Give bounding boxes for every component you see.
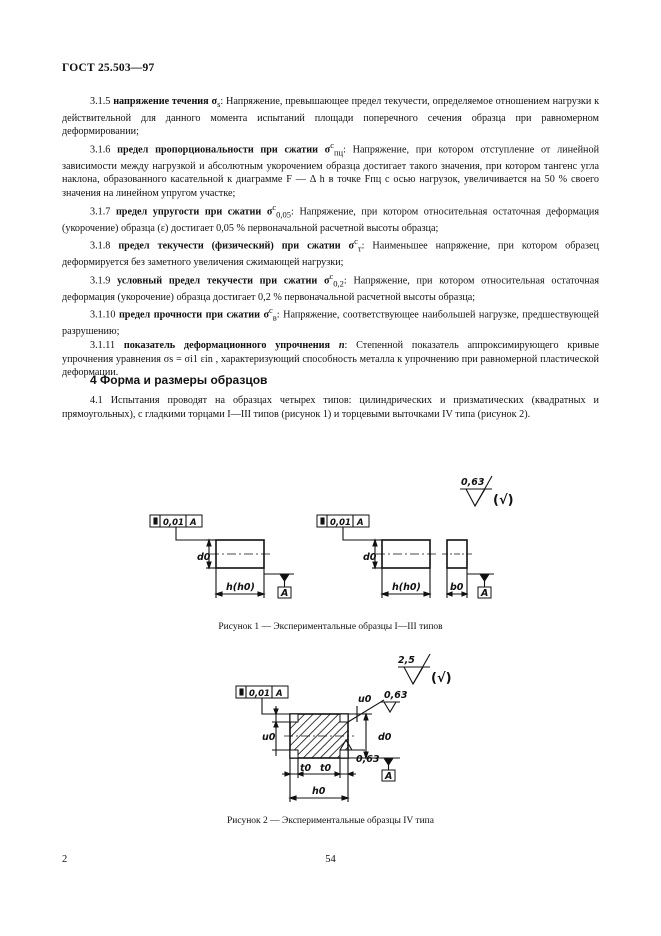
fig2-roughness-side: 0,63 bbox=[356, 754, 380, 765]
fig2-specimen bbox=[236, 686, 408, 802]
fig1-left-datum-box: A bbox=[281, 588, 289, 599]
fig1-right-dim-b: b0 bbox=[450, 582, 464, 593]
fig2-datum-box: A bbox=[385, 771, 393, 782]
fig2-tolerance: 0,01 bbox=[249, 689, 270, 699]
figure-2-caption: Рисунок 2 — Экспериментальные образцы IV типа bbox=[227, 816, 434, 826]
page-number-left: 2 bbox=[62, 854, 68, 865]
definition-3-1-9: 3.1.9 условный предел текучести при сжатии $\sigma^с_{0,2}$: Напряжение, при котором относительная остаточная деформация (укорочение) образца достигает 0,2 % первоначальной расчетной высоты образца; bbox=[62, 270, 600, 303]
fig1-roughness-symbol bbox=[460, 476, 514, 508]
fig1-roughness-mark: (√) bbox=[493, 493, 514, 508]
fig1-middle-tolerance: 0,01 bbox=[330, 518, 351, 528]
fig2-dim-t-left: t0 bbox=[300, 763, 312, 774]
fig2-roughness-top: 0,63 bbox=[384, 690, 408, 701]
fig1-specimen-middle bbox=[317, 515, 436, 598]
fig2-datum: A bbox=[276, 689, 283, 699]
definition-3-1-8: 3.1.8 предел текучести (физический) при сжатии $\sigma^с_т$: Наименьшее напряжение, при котором образец деформируется без заметного увеличения сжимающей нагрузки; bbox=[62, 236, 599, 269]
definition-3-1-5: 3.1.5 напряжение течения $\sigma_s$: Напряжение, превышающее предел текучести, определяемое отношением нагрузки к действительной для данного момента испытаний площади поперечного сечения образца при равномерном деформировании; bbox=[62, 96, 600, 138]
fig1-middle-datum: A bbox=[357, 518, 364, 528]
fig2-roughness-mark: (√) bbox=[431, 671, 452, 686]
fig2-roughness-value: 2,5 bbox=[398, 655, 415, 666]
fig2-dim-d: d0 bbox=[378, 732, 392, 743]
figure-1-caption: Рисунок 1 — Экспериментальные образцы I—III типов bbox=[218, 622, 443, 632]
fig2-dim-t-right: t0 bbox=[320, 763, 332, 774]
fig2-roughness-symbol bbox=[398, 654, 452, 686]
fig2-dim-u-top: u0 bbox=[358, 694, 372, 705]
definition-3-1-10: 3.1.10 предел прочности при сжатии $\sigma^с_в$: Напряжение, соответствующее наибольшей нагрузке, предшествующей разрушению; bbox=[62, 305, 600, 338]
document-header: ГОСТ 25.503—97 bbox=[62, 62, 155, 74]
section-4-text: 4.1 Испытания проводят на образцах четырех типов: цилиндрических и призматических (квадратных и прямоугольных), с гладкими торцами I—III типов (рисунок 1) и торцевыми выточками IV типа (рисунок 2). bbox=[62, 395, 599, 420]
fig1-middle-dim-h: h(h0) bbox=[392, 582, 421, 593]
section-4-heading: 4 Форма и размеры образцов bbox=[90, 373, 268, 387]
fig2-dim-u-left: u0 bbox=[262, 732, 276, 743]
fig2-dim-h: h0 bbox=[312, 786, 326, 797]
page-number-center: 54 bbox=[325, 854, 336, 865]
fig1-left-dim-h: h(h0) bbox=[226, 582, 255, 593]
fig1-roughness-value: 0,63 bbox=[461, 477, 485, 488]
fig1-specimen-right bbox=[442, 540, 494, 599]
fig1-specimen-left bbox=[150, 515, 294, 599]
fig1-left-dim-d: d0 bbox=[197, 552, 211, 563]
definition-3-1-6: 3.1.6 предел пропорциональности при сжатии $\sigma^с_{пц}$: Напряжение, при котором отступление от линейной зависимости между нагрузкой и абсолютным укорочением образца достигает такого значения, при котором тангенс угла наклона, образованного касательной к диаграмме F — Δ h в точке Fпц с осью нагрузок, увеличивается на 50 % своего значения на линейном упругом участке; bbox=[62, 139, 600, 200]
definition-3-1-7: 3.1.7 предел упругости при сжатии $\sigma^с_{0,05}$: Напряжение, при котором относительная остаточная деформация (укорочение) образца (ε) достигает 0,05 % первоначальной расчетной высоты образца; bbox=[62, 201, 600, 234]
definition-3-1-11: 3.1.11 показатель деформационного упрочнения n: Степенной показатель аппроксимирующего кривые упрочнения уравнения σs = σi1 εin , характеризующий способность металла к упрочнению при равномерной пластической деформации. bbox=[62, 340, 599, 379]
fig1-middle-dim-d: d0 bbox=[363, 552, 377, 563]
fig1-left-datum: A bbox=[190, 518, 197, 528]
fig1-left-tolerance: 0,01 bbox=[163, 518, 184, 528]
fig1-right-datum-box: A bbox=[481, 588, 489, 599]
